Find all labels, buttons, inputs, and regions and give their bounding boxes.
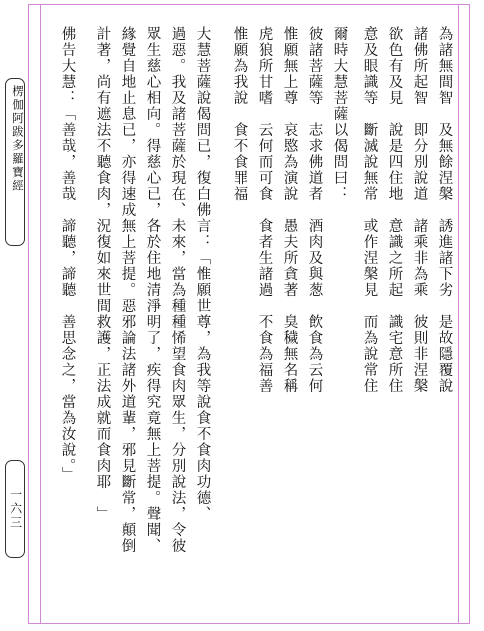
sutra-title: 楞伽阿跋多羅寶經 — [11, 85, 25, 193]
prose-column-4: 緣覺自地止息已，亦得速成無上菩提。惡邪論法諸外道輩，邪見斷常，顛倒 — [119, 26, 136, 554]
verse-column-4: 意及眼識等 斷滅說無常 或作涅槃見 而為說常住 — [361, 26, 378, 394]
frame-inner-line-right — [458, 4, 459, 624]
prose-column-intro: 爾時大慧菩薩以偈問曰： — [331, 26, 348, 202]
verse-column-2: 諸佛所起智 即分別說道 諸乘非為乘 彼則非涅槃 — [411, 26, 428, 394]
prose-column-1: 大慧菩薩說偈問已，復白佛言：「惟願世尊，為我等說食不食肉功德、 — [194, 26, 211, 522]
verse-column-8: 惟願為我說 食不食罪福 — [231, 26, 248, 202]
verse-column-5: 彼諸菩薩等 志求佛道者 酒肉及與葱 飲食為云何 — [306, 26, 323, 394]
prose-column-5: 計著，尚有遮法不聽食肉，況復如來世間救護，正法成就而食肉耶 」 — [94, 26, 111, 522]
prose-column-3: 眾生慈心相向。得慈心已，各於住地清淨明了，疾得究竟無上菩提。聲聞、 — [144, 26, 161, 554]
verse-column-6: 惟願無上尊 哀愍為演說 愚夫所貪著 臭穢無名稱 — [281, 26, 298, 394]
prose-column-6: 佛告大慧：「善哉，善哉 諦聽，諦聽 善思念之，當為汝說。」 — [59, 26, 76, 483]
verse-column-7: 虎狼所甘嗜 云何而可食 食者生諸過 不食為福善 — [256, 26, 273, 394]
verse-column-3: 欲色有及見 說是四住地 意識之所起 識宅意所住 — [386, 26, 403, 394]
frame-inner-line-left — [40, 4, 41, 624]
prose-column-2: 過惡。我及諸菩薩於現在、未來，當為種種悕望食肉眾生，分別說法，令彼 — [169, 26, 186, 554]
verse-column-1: 為諸無間智 及無餘涅槃 誘進諸下劣 是故隱覆說 — [436, 26, 453, 394]
page-number-box — [5, 460, 25, 558]
page-number: 一六三 — [8, 488, 23, 530]
sutra-title-box — [5, 78, 25, 246]
